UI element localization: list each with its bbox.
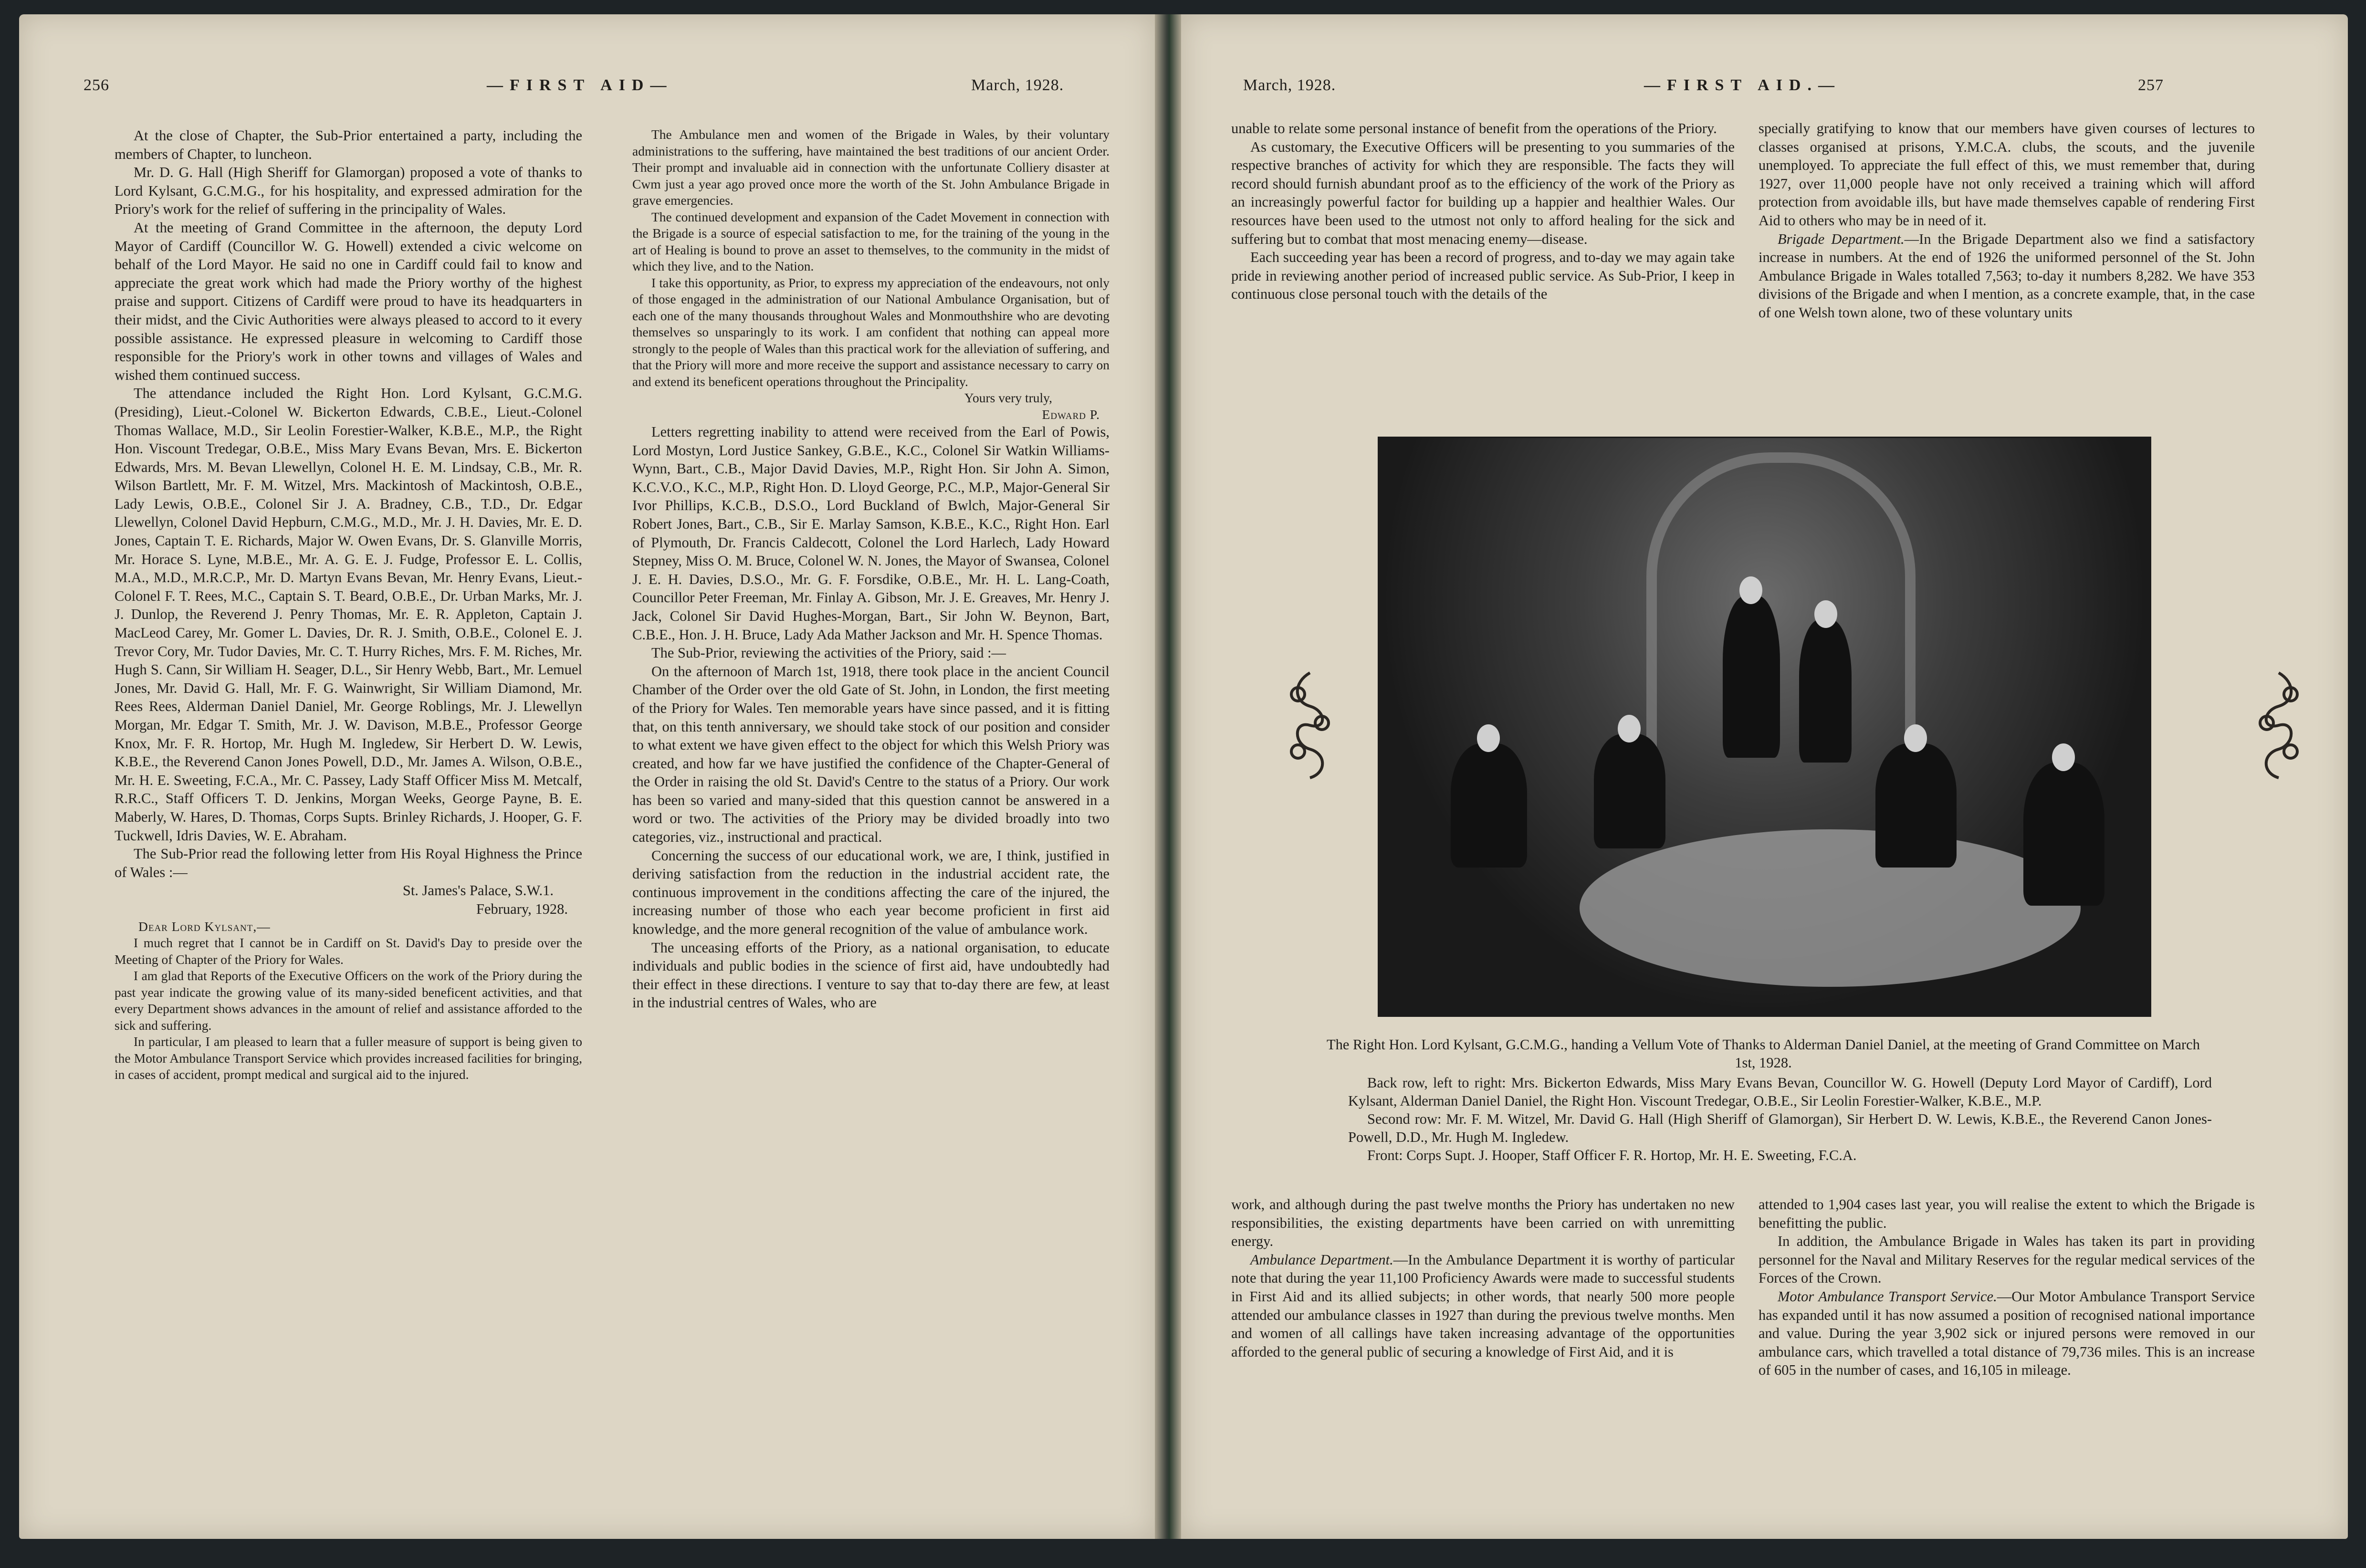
running-title: —FIRST AID.— [1644, 76, 1841, 94]
paragraph: Mr. D. G. Hall (High Sheriff for Glamorgan) proposed a vote of thanks to Lord Kylsant, G.C.M.G., for his hospitality, and expressed admiration for the Priory's work for the relief of suffering in the principality of Wales. [115, 164, 582, 218]
page-number: 256 [84, 76, 109, 94]
letter-salutation: Dear Lord Kylsant,— [138, 919, 271, 934]
photo-table [1580, 829, 2081, 987]
page-number: 257 [2138, 76, 2164, 94]
paragraph: The unceasing efforts of the Priory, as a national organisation, to educate individuals and public bodies in the science of first aid, have undoubtedly had their effect in these directions. I venture to say that to-day there are few, at least in the industrial centres of Wales, who are [632, 939, 1110, 1011]
paragraph: unable to relate some personal instance of benefit from the operations of the Priory. [1231, 120, 1717, 136]
paragraph: Letters regretting inability to attend were received from the Earl of Powis, Lord Mostyn, Lord Justice Sankey, G.B.E., K.C., Colonel Sir Watkin Williams-Wynn, Bart., C.B., Major David Davies, M.P., Right Hon. Sir John A. Simon, K.C.V.O., K.C., M.P., Right Hon. D. Lloyd George, P.C., M.P., Major-General Sir Ivor Phillips, K.C.B., D.S.O., Lord Buckland of Bwlch, Major-General Sir Robert Jones, Bart., C.B., Sir E. Marlay Samson, K.B.E., K.C., Right Hon. Earl of Plymouth, Dr. Francis Caldecott, Colonel the Lord Harlech, Lady Howard Stepney, Miss O. M. Bruce, Colonel W. N. Jones, the Mayor of Swansea, Colonel J. E. H. Davies, D.S.O., Mr. G. F. Forsdike, O.B.E., Mr. H. L. Lang-Coath, Councillor Peter Freeman, Mr. Finlay A. Gibson, Mr. J. E. Greaves, Mr. Henry J. Jack, Colonel Sir David Hughes-Morgan, Bart., Sir John W. Beynon, Bart, C.B.E., Hon. J. H. Bruce, Lady Ada Mather Jackson and Mr. H. Spence Thomas. [632, 424, 1110, 643]
letter-date: February, 1928. [476, 900, 568, 917]
caption-second-row: Second row: Mr. F. M. Witzel, Mr. David G. Hall (High Sheriff of Glamorgan), Sir Herbert D. W. Lewis, K.B.E., the Reverend Canon Jones-Powell, D.D., Mr. Hugh M. Ingledew. [1348, 1111, 2212, 1145]
paragraph [1231, 1251, 1735, 1361]
paragraph: Each succeeding year has been a record of progress, and to-day we may again take pride in reviewing another period of increased public service. As Sub-Prior, I keep in continuous close personal touch with the details of the [1231, 249, 1735, 303]
photo-figure [1594, 734, 1665, 848]
letter-signature: Edward P. [1042, 407, 1100, 422]
photo-head [2052, 743, 2075, 771]
letter-paragraph: I much regret that I cannot be in Cardiff on St. David's Day to preside over the Meeting of Chapter of the Priory for Wales. [115, 935, 582, 967]
letter-paragraph: I am glad that Reports of the Executive Officers on the work of the Priory during the past year indicate the growing value of its many-sided beneficent activities, and that every Department shows advances in the amount of relief and assistance afforded to the sick and suffering. [115, 968, 582, 1033]
issue-date: March, 1928. [1243, 76, 1336, 94]
letter-closing: Yours very truly, [964, 390, 1052, 405]
section-text: —In the Ambulance Department it is worthy of particular note that during the year 11,100 Proficiency Awards were made to successful students in First Aid and its allied subjects; in other words, that nearly 500 more people attended our ambulance classes in 1927 than during the previous twelve months. Men and women of all callings have taken increasing advantage of the opportunities afforded to the general public of securing a knowledge of First Aid, and it is [1231, 1251, 1735, 1360]
paragraph: At the close of Chapter, the Sub-Prior entertained a party, including the members of Chapter, to luncheon. [115, 127, 582, 162]
right-column-2-top [1759, 119, 2255, 322]
paragraph: On the afternoon of March 1st, 1918, there took place in the ancient Council Chamber of the Order over the old Gate of St. John, in London, the first meeting of the Priory for Wales. Ten memorable years have since passed, and it is fitting that, on this tenth anniversary, we should take stock of our position and consider to what extent we have given effect to the object for which this Welsh Priory was created, and how far we have justified the confidence of the Chapter-General of the Order in raising the old St. David's Centre to the status of a Priory. Our work has been so varied and many-sided that this question cannot be answered in a word or two. The activities of the Priory may be divided broadly into two categories, viz., instructional and practical. [632, 663, 1110, 846]
ornament-scroll-icon [2252, 668, 2305, 783]
paragraph: attended to 1,904 cases last year, you will realise the extent to which the Brigade is benefitting the public. [1759, 1196, 2255, 1231]
left-page [19, 14, 1155, 1539]
left-column-1 [115, 126, 582, 1083]
photo-head [1904, 724, 1927, 752]
paragraph: At the meeting of Grand Committee in the afternoon, the deputy Lord Mayor of Cardiff (Councillor W. G. Howell) extended a civic welcome on behalf of the Lord Mayor. He said no one in Cardiff could fail to know and appreciate the great work which had made the Priory worthy of the highest praise and support. Citizens of Cardiff were proud to have its headquarters in their midst, and the Civic Authorities were always pleased to accord to it every possible assistance. He expressed pleasure in welcoming to Cardiff those responsible for the Priory's work in other towns and villages of Wales and wished them continued success. [115, 219, 582, 383]
photo-figure [1875, 743, 1957, 868]
paragraph: Concerning the success of our educational work, we are, I think, justified in deriving satisfaction from the reduction in the industrial accident rate, the continuous improvement in the conditions affecting the care of the injured, the increasing number of those who each year become proficient in first aid knowledge, and the more general recognition of the value of ambulance work. [632, 847, 1110, 938]
caption-back-row: Back row, left to right: Mrs. Bickerton Edwards, Miss Mary Evans Bevan, Councillor W. G. Howell (Deputy Lord Mayor of Cardiff), Lord Kylsant, Alderman Daniel Daniel, the Right Hon. Viscount Tredegar, O.B.E., Sir Leolin Forestier-Walker, K.B.E., M.P. [1348, 1075, 2212, 1109]
caption-title: The Right Hon. Lord Kylsant, G.C.M.G., handing a Vellum Vote of Thanks to Alderman Daniel Daniel, at the meeting of Grand Committee on March 1st, 1928. [1327, 1036, 2200, 1071]
running-title: —FIRST AID— [487, 76, 673, 94]
letter-paragraph: In particular, I am pleased to learn that a fuller measure of support is being given to the Motor Ambulance Transport Service which provides increased facilities for bringing, in cases of accident, prompt medical and surgical aid to the injured. [115, 1034, 582, 1082]
photo-head [1477, 724, 1500, 752]
photo-figure [2023, 763, 2104, 906]
photo-arch [1646, 452, 1916, 759]
attendance-list: The attendance included the Right Hon. Lord Kylsant, G.C.M.G. (Presiding), Lieut.-Colonel W. Bickerton Edwards, C.B.E., Lieut.-Colonel Thomas Wallace, M.D., Sir Leolin Forestier-Walker, K.B.E., M.P., the Right Hon. Viscount Tredegar, O.B.E., Miss Mary Evans Bevan, Mrs. E. Bickerton Edwards, Mrs. M. Bevan Llewellyn, Colonel H. E. M. Lindsay, C.B., Mr. R. Wilson Bartlett, Mr. F. M. Witzel, Mrs. Mackintosh of Mackintosh, O.B.E., Lady Lewis, O.B.E., Colonel Sir J. A. Bradney, C.B., T.D., Dr. Edgar Llewellyn, Colonel David Hepburn, C.M.G., M.D., Mr. J. H. Davies, Mr. E. D. Jones, Captain T. E. Richards, Major W. Owen Evans, Dr. S. Glanville Morris, Mr. Horace S. Lyne, M.B.E., Mr. A. G. E. J. Fudge, Professor E. L. Collis, M.A., M.D., M.R.C.P., Mr. D. Martyn Evans Bevan, Mr. Henry Evans, Lieut.-Colonel F. T. Rees, M.C., Captain S. T. Beard, O.B.E., Dr. Urban Marks, Mr. J. J. Dunlop, the Reverend J. Penry Thomas, Mr. E. R. Appleton, Captain J. MacLeod Carey, Mr. Gomer L. Davies, Dr. R. J. Smith, O.B.E., Colonel E. J. Trevor Cory, Mr. Tudor Davies, Mr. C. T. Hurry Riches, Mrs. F. M. Riches, Mr. Hugh S. Cann, Sir William H. Seager, D.L., Sir Henry Webb, Bart., Mr. Lemuel Jones, Mr. David G. Hall, Mr. F. G. Wainwright, Sir William Diamond, Mr. Rees Rees, Alderman Daniel Daniel, Mr. George Roblings, Mr. J. Llewellyn Morgan, Mr. Edgar T. Smith, Mr. J. W. Davison, M.B.E., Professor George Knox, Mr. F. R. Hortop, Mr. Hugh M. Ingledew, Sir Herbert D. W. Lewis, K.B.E., the Reverend Canon Jones Powell, D.D., Mr. James A. Wilson, O.B.E., Mr. H. E. Sweeting, F.C.A., Mr. C. Passey, Lady Staff Officer Miss M. Metcalf, R.R.C., Staff Officers T. D. Jenkins, Morgan Weeks, George Payne, B. E. Maberly, W. Hares, D. Thomas, Corps Supts. Brinley Richards, J. Hooper, G. F. Tuckwell, Idris Davies, W. E. Abraham. [115, 385, 582, 844]
photo-figure [1451, 743, 1527, 868]
photo-figure [1723, 596, 1780, 758]
committee-photograph [1378, 437, 2151, 1017]
paragraph [1759, 230, 2255, 322]
paragraph: In addition, the Ambulance Brigade in Wales has taken its part in providing personnel for the Naval and Military Reserves for the regular medical services of the Forces of the Crown. [1759, 1233, 2255, 1286]
photo-caption [1296, 1035, 2231, 1164]
book-gutter [1155, 14, 1181, 1539]
paragraph: The Sub-Prior read the following letter from His Royal Highness the Prince of Wales :— [115, 846, 582, 880]
photo-head [1814, 600, 1837, 628]
ornament-scroll-icon [1284, 668, 1336, 783]
letter-paragraph: I take this opportunity, as Prior, to express my appreciation of the endeavours, not only of those engaged in the administration of our National Ambulance Organisation, but of each one of the many thousands throughout Wales and Monmouthshire who are devoting themselves so unsparingly to its work. I am confident that nothing can appeal more strongly to the people of Wales than this practical work for the alleviation of suffering, and that the Priory will more and more receive the support and assistance necessary to carry on and extend its beneficent operations throughout the Principality. [632, 275, 1110, 389]
right-column-1-bottom [1231, 1195, 1735, 1361]
ornament-scroll-icon [2252, 668, 2305, 783]
paragraph: As customary, the Executive Officers will be presenting to you summaries of the respective branches of activity for which they are responsible. The facts they will record should furnish abundant proof as to the efficiency of the work of the Priory as an increasingly powerful factor for building up a happier and healthier Wales. Our resources have been used to the utmost not only to afford healing for the sick and suffering but to combat that most menacing enemy—disease. [1231, 138, 1735, 247]
section-heading: Ambulance Department. [1250, 1251, 1393, 1268]
letter-paragraph: The continued development and expansion of the Cadet Movement in connection with the Brigade is a source of especial satisfaction to me, for the training of the young in the art of Healing is bound to prove an asset to themselves, to the community in the midst of which they live, and to the Nation. [632, 209, 1110, 273]
paragraph: work, and although during the past twelve months the Priory has undertaken no new responsibilities, the existing departments have been carried on with unremitting energy. [1231, 1196, 1735, 1250]
right-column-2-bottom [1759, 1195, 2255, 1380]
paragraph [1759, 1287, 2255, 1380]
right-page [1181, 14, 2348, 1539]
paragraph: specially gratifying to know that our members have given courses of lectures to classes organised at prisons, Y.M.C.A. clubs, the scouts, and the juvenile unemployed. To appreciate the full effect of this, we must remember that, during 1927, over 11,000 people have not only received a training which will afford protection from avoidable ills, but have made themselves capable of rendering First Aid to others who may be in need of it. [1759, 120, 2255, 229]
right-column-1-top [1231, 119, 1735, 303]
paragraph: The Sub-Prior, reviewing the activities of the Priory, said :— [651, 645, 1006, 661]
section-heading: Brigade Department. [1778, 230, 1905, 247]
left-column-2 [632, 126, 1110, 1012]
ornament-scroll-icon [1284, 668, 1336, 783]
section-text: —Our Motor Ambulance Transport Service has expanded until it has now assumed a position of recognised national importance and value. During the year 3,902 sick or injured persons were removed in our ambulance cars, which travelled a total distance of 79,736 miles. This is an increase of 605 in the number of cases, and 16,105 in mileage. [1759, 1288, 2255, 1379]
section-heading: Motor Ambulance Transport Service. [1778, 1288, 1997, 1305]
section-text: —In the Brigade Department also we find a satisfactory increase in numbers. At the end of 1926 the uniformed personnel of the St. John Ambulance Brigade in Wales totalled 7,563; to-day it numbers 8,282. We have 353 divisions of the Brigade and when I mention, as a concrete example, that, in the case of one Welsh town alone, two of these voluntary units [1759, 230, 2255, 321]
photo-head [1739, 576, 1762, 604]
letter-address: St. James's Palace, S.W.1. [402, 882, 554, 899]
letter-paragraph: The Ambulance men and women of the Brigade in Wales, by their voluntary administrations to the suffering, have maintained the best traditions of our ancient Order. Their prompt and invaluable aid in connection with the unfortunate Colliery disaster at Cwm just a year ago proved once more the worth of the St. John Ambulance Brigade in grave emergencies. [632, 127, 1110, 208]
issue-date: March, 1928. [971, 76, 1064, 94]
photo-figure [1799, 619, 1852, 763]
photo-head [1618, 715, 1641, 742]
caption-front-row: Front: Corps Supt. J. Hooper, Staff Officer F. R. Hortop, Mr. H. E. Sweeting, F.C.A. [1367, 1147, 1857, 1163]
